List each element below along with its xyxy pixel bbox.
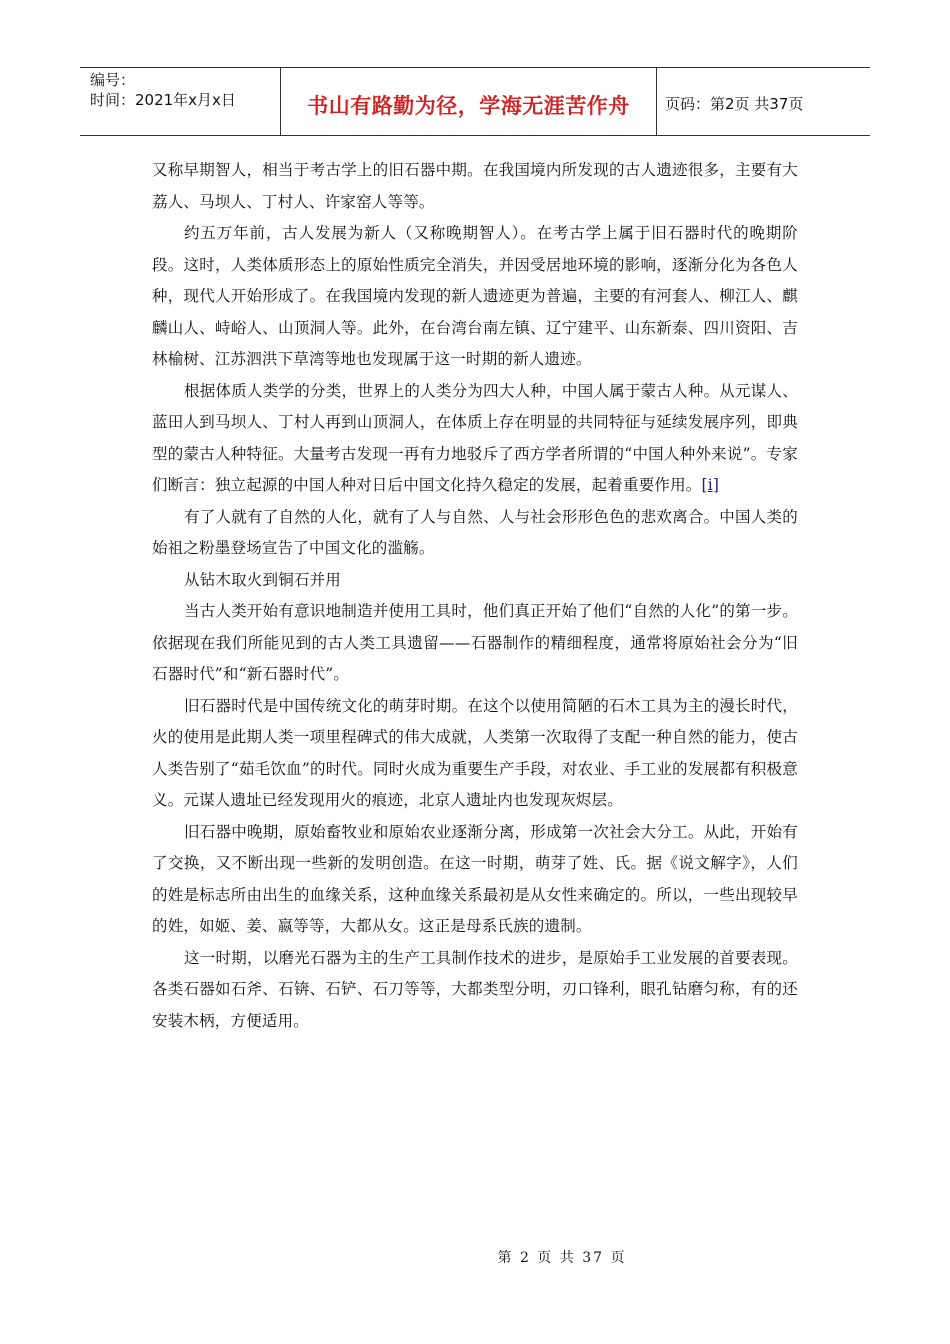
document-number-label: 编号： bbox=[90, 71, 136, 89]
page-header bbox=[80, 67, 870, 136]
paragraph-2: 约五万年前，古人发展为新人（又称晚期智人）。在考古学上属于旧石器时代的晚期阶段。这时，人类体质形态上的原始性质完全消失，并因受居地环境的影响，逐渐分化为各色人种，现代人开始形成了。在我国境内发现的新人遗迹更为普遍，主要的有河套人、柳江人、麒麟山人、峙峪人、山顶洞人等。此外，在台湾台南左镇、辽宁建平、山东新泰、四川资阳、吉林榆树、江苏泗洪下草湾等地也发现属于这一时期的新人遗迹。 bbox=[152, 224, 798, 368]
paragraph-8: 这一时期，以磨光石器为主的生产工具制作技术的进步，是原始手工业发展的首要表现。各类石器如石斧、石锛、石铲、石刀等等，大都类型分明，刃口锋利，眼孔钻磨匀称，有的还安装木柄，方便适用。 bbox=[152, 948, 798, 1030]
header-motto: 书山有路勤为径，学海无涯苦作舟 bbox=[307, 93, 630, 118]
paragraph-4: 有了人就有了自然的人化，就有了人与自然、人与社会形形色色的悲欢离合。中国人类的始祖之粉墨登场宣告了中国文化的滥觞。 bbox=[152, 507, 798, 557]
paragraph-6: 旧石器时代是中国传统文化的萌芽时期。在这个以使用简陋的石木工具为主的漫长时代，火的使用是此期人类一项里程碑式的伟大成就，人类第一次取得了支配一种自然的能力，使古人类告别了“茹毛饮血”的时代。同时火成为重要生产手段，对农业、手工业的发展都有积极意义。元谋人遗址已经发现用火的痕迹，北京人遗址内也发现灰烬层。 bbox=[152, 696, 798, 809]
header-meta bbox=[80, 68, 281, 135]
paragraph-5: 当古人类开始有意识地制造并使用工具时，他们真正开始了他们“自然的人化”的第一步。依据现在我们所能见到的古人类工具遗留——石器制作的精细程度，通常将原始社会分为“旧石器时代”和“新石器时代”。 bbox=[152, 602, 798, 683]
header-motto-cell bbox=[281, 68, 657, 135]
footnote-reference-link[interactable]: [i] bbox=[701, 476, 720, 494]
footer-page-number: 第 2 页 共 37 页 bbox=[497, 1250, 627, 1266]
paragraph-1: 又称早期智人，相当于考古学上的旧石器中期。在我国境内所发现的古人遗迹很多，主要有大荔人、马坝人、丁村人、许家窑人等等。 bbox=[152, 161, 798, 211]
paragraph-7: 旧石器中晚期，原始畜牧业和原始农业逐渐分离，形成第一次社会大分工。从此，开始有了交换，又不断出现一些新的发明创造。在这一时期，萌芽了姓、氏。据《说文解字》，人们的姓是标志所由出生的血缘关系，这种血缘关系最初是从女性来确定的。所以，一些出现较早的姓，如姬、姜、嬴等等，大都从女。这正是母系氏族的遗制。 bbox=[152, 822, 798, 935]
paragraph-3-text: 根据体质人类学的分类，世界上的人类分为四大人种，中国人属于蒙古人种。从元谋人、蓝田人到马坝人、丁村人再到山顶洞人，在体质上存在明显的共同特征与延续发展序列，即典型的蒙古人种特征。大量考古发现一再有力地驳斥了西方学者所谓的“中国人种外来说”。专家们断言：独立起源的中国人种对日后中国文化持久稳定的发展，起着重要作用。 bbox=[152, 381, 798, 494]
header-page-info: 页码：第2页 共37页 bbox=[665, 95, 804, 113]
document-body bbox=[152, 155, 798, 1037]
document-date-label: 时间：2021年x月x日 bbox=[90, 91, 236, 109]
paragraph-3 bbox=[152, 376, 798, 502]
page-footer bbox=[0, 1247, 950, 1267]
section-heading: 从钻木取火到铜石并用 bbox=[184, 570, 342, 589]
